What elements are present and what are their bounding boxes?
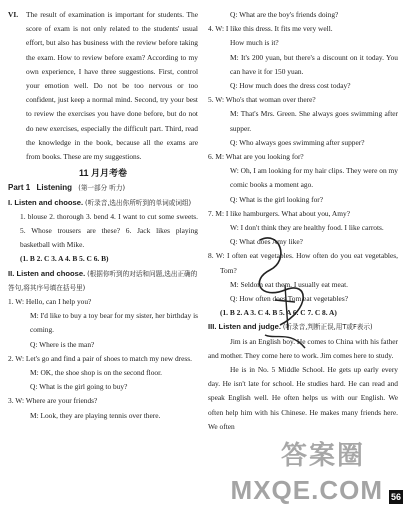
section-label: II. Listen and choose.	[8, 268, 86, 278]
dialog-question: Q: What is the girl looking for?	[230, 194, 324, 204]
watermark-cn: 答案圈	[280, 441, 365, 471]
section-label: III. Listen and judge.	[208, 322, 281, 332]
dialog-2	[8, 352, 198, 395]
section-ii-heading	[8, 267, 198, 295]
passage-paragraph: Jim is an English boy. He comes to China with his father and mother. They come here to work. Jim comes here to study.	[208, 336, 398, 360]
section-label: I. Listen and choose.	[8, 197, 84, 207]
dialog-question: Q: What are the boy's friends doing?	[230, 10, 339, 19]
section-ii-answers: (1. B 2. A 3. C 4. B 5. A 6. C 7. C 8. A)	[220, 308, 337, 318]
page-number: 56	[390, 492, 401, 502]
dialog-line: M: I'd like to buy a toy bear for my sister, her birthday is coming.	[30, 311, 198, 335]
dialog-line: How much is it?	[230, 38, 279, 48]
dialog-line: W: I don't think they are healthy food. I like carrots.	[230, 223, 384, 233]
part-heading	[8, 181, 198, 195]
dialog-line: M: Seldom eat them. I usually eat meat.	[230, 279, 349, 289]
dialog-question: Q: How much does the dress cost today?	[230, 81, 351, 91]
section-i-answers: (1. B 2. C 3. A 4. B 5. C 6. B)	[20, 254, 109, 264]
dialog-question: Q: Where is the man?	[30, 339, 95, 349]
section-instructions: (听录音,判断正误,用T或F表示)	[282, 323, 373, 332]
section-number: VI.	[8, 10, 19, 19]
watermark: MXQE.COM	[230, 475, 383, 505]
dialog-line: M: It's 200 yuan, but there's a discount on it today. You can have it for 150 yuan.	[230, 52, 398, 76]
section-instructions: (听录音,选出你所听到的单词或词组)	[84, 198, 192, 207]
part-label: Part 1	[8, 183, 31, 193]
dialog-line: W: Oh, I am looking for my hair clips. They were on my comic books a moment ago.	[230, 166, 398, 190]
dialog-line: 6. M: What are you looking for?	[208, 152, 304, 162]
dialog-line: M: That's Mrs. Green. She always goes swimming after supper.	[230, 109, 398, 133]
handwriting-scribble	[250, 230, 320, 360]
dialog-3	[8, 394, 198, 422]
dialog-line: 2. W: Let's go and find a pair of shoes to match my new dress.	[8, 353, 193, 363]
dialog-question: Q: Who always goes swimming after supper?	[230, 137, 365, 147]
left-column	[8, 8, 198, 423]
dialog-question: Q: How often does Tom eat vegetables?	[230, 294, 348, 304]
dialog-line: 8. W: I often eat vegetables. How often do you eat vegetables, Tom?	[208, 251, 398, 275]
passage-text: The result of examination is important for students. The score of exam is not only related to the students' usual effort, but also has business with the review before taking the exam. How to review before exam? According to my own experience, I have three suggestions. First, control your emotion well. Do not be too nervous or too confident, just keep a normal mind. Second, try your best to review the exercises you have done before, but do not do new exercises, especially the difficult part. Third, read the knowledge in the book, because all the exams are from books. These are my suggestions.	[26, 10, 198, 162]
dialog-line: M: Look, they are playing tennis over there.	[30, 410, 161, 420]
dialog-question: Q: What does Amy like?	[230, 237, 303, 247]
dialog-line: 7. M: I like hamburgers. What about you, Amy?	[208, 208, 350, 218]
dialog-line: M: OK, the shoe shop is on the second floor.	[30, 368, 162, 378]
dialog-4	[208, 22, 398, 93]
exam-title: 11 月月考卷	[78, 168, 127, 179]
passage-vi	[8, 8, 198, 164]
passage-paragraph: He is in No. 5 Middle School. He gets up early every day. He isn't late for school. He studies hard. He can read and speak English well. He often helps us with our English. We often help him with his Chinese. He makes many friends here. We often	[208, 365, 398, 431]
section-i-items: 1. blouse 2. thorough 3. bend 4. I want to cut some sweets. 5. Whose trousers are these? 6. Jack likes playing basketball with Mike.	[20, 211, 198, 250]
dialog-line: 4. W: I like this dress. It fits me very well.	[208, 24, 333, 34]
dialog-line: 5. W: Who's that woman over there?	[208, 95, 316, 105]
dialog-6	[208, 150, 398, 207]
section-i-heading	[8, 196, 198, 210]
dialog-question: Q: What is the girl going to buy?	[30, 382, 128, 392]
part-cn: (第一部分 听力)	[78, 184, 126, 193]
dialog-line: 1. W: Hello, can I help you?	[8, 297, 92, 307]
dialog-line: 3. W: Where are your friends?	[8, 396, 98, 406]
right-column	[208, 8, 398, 434]
part-name: Listening	[36, 183, 73, 193]
dialog-5	[208, 93, 398, 150]
section-instructions: (根据你听到的对话和问题,选出正确的答句,将其序号填在括号里)	[8, 269, 198, 292]
dialog-1	[8, 295, 198, 352]
